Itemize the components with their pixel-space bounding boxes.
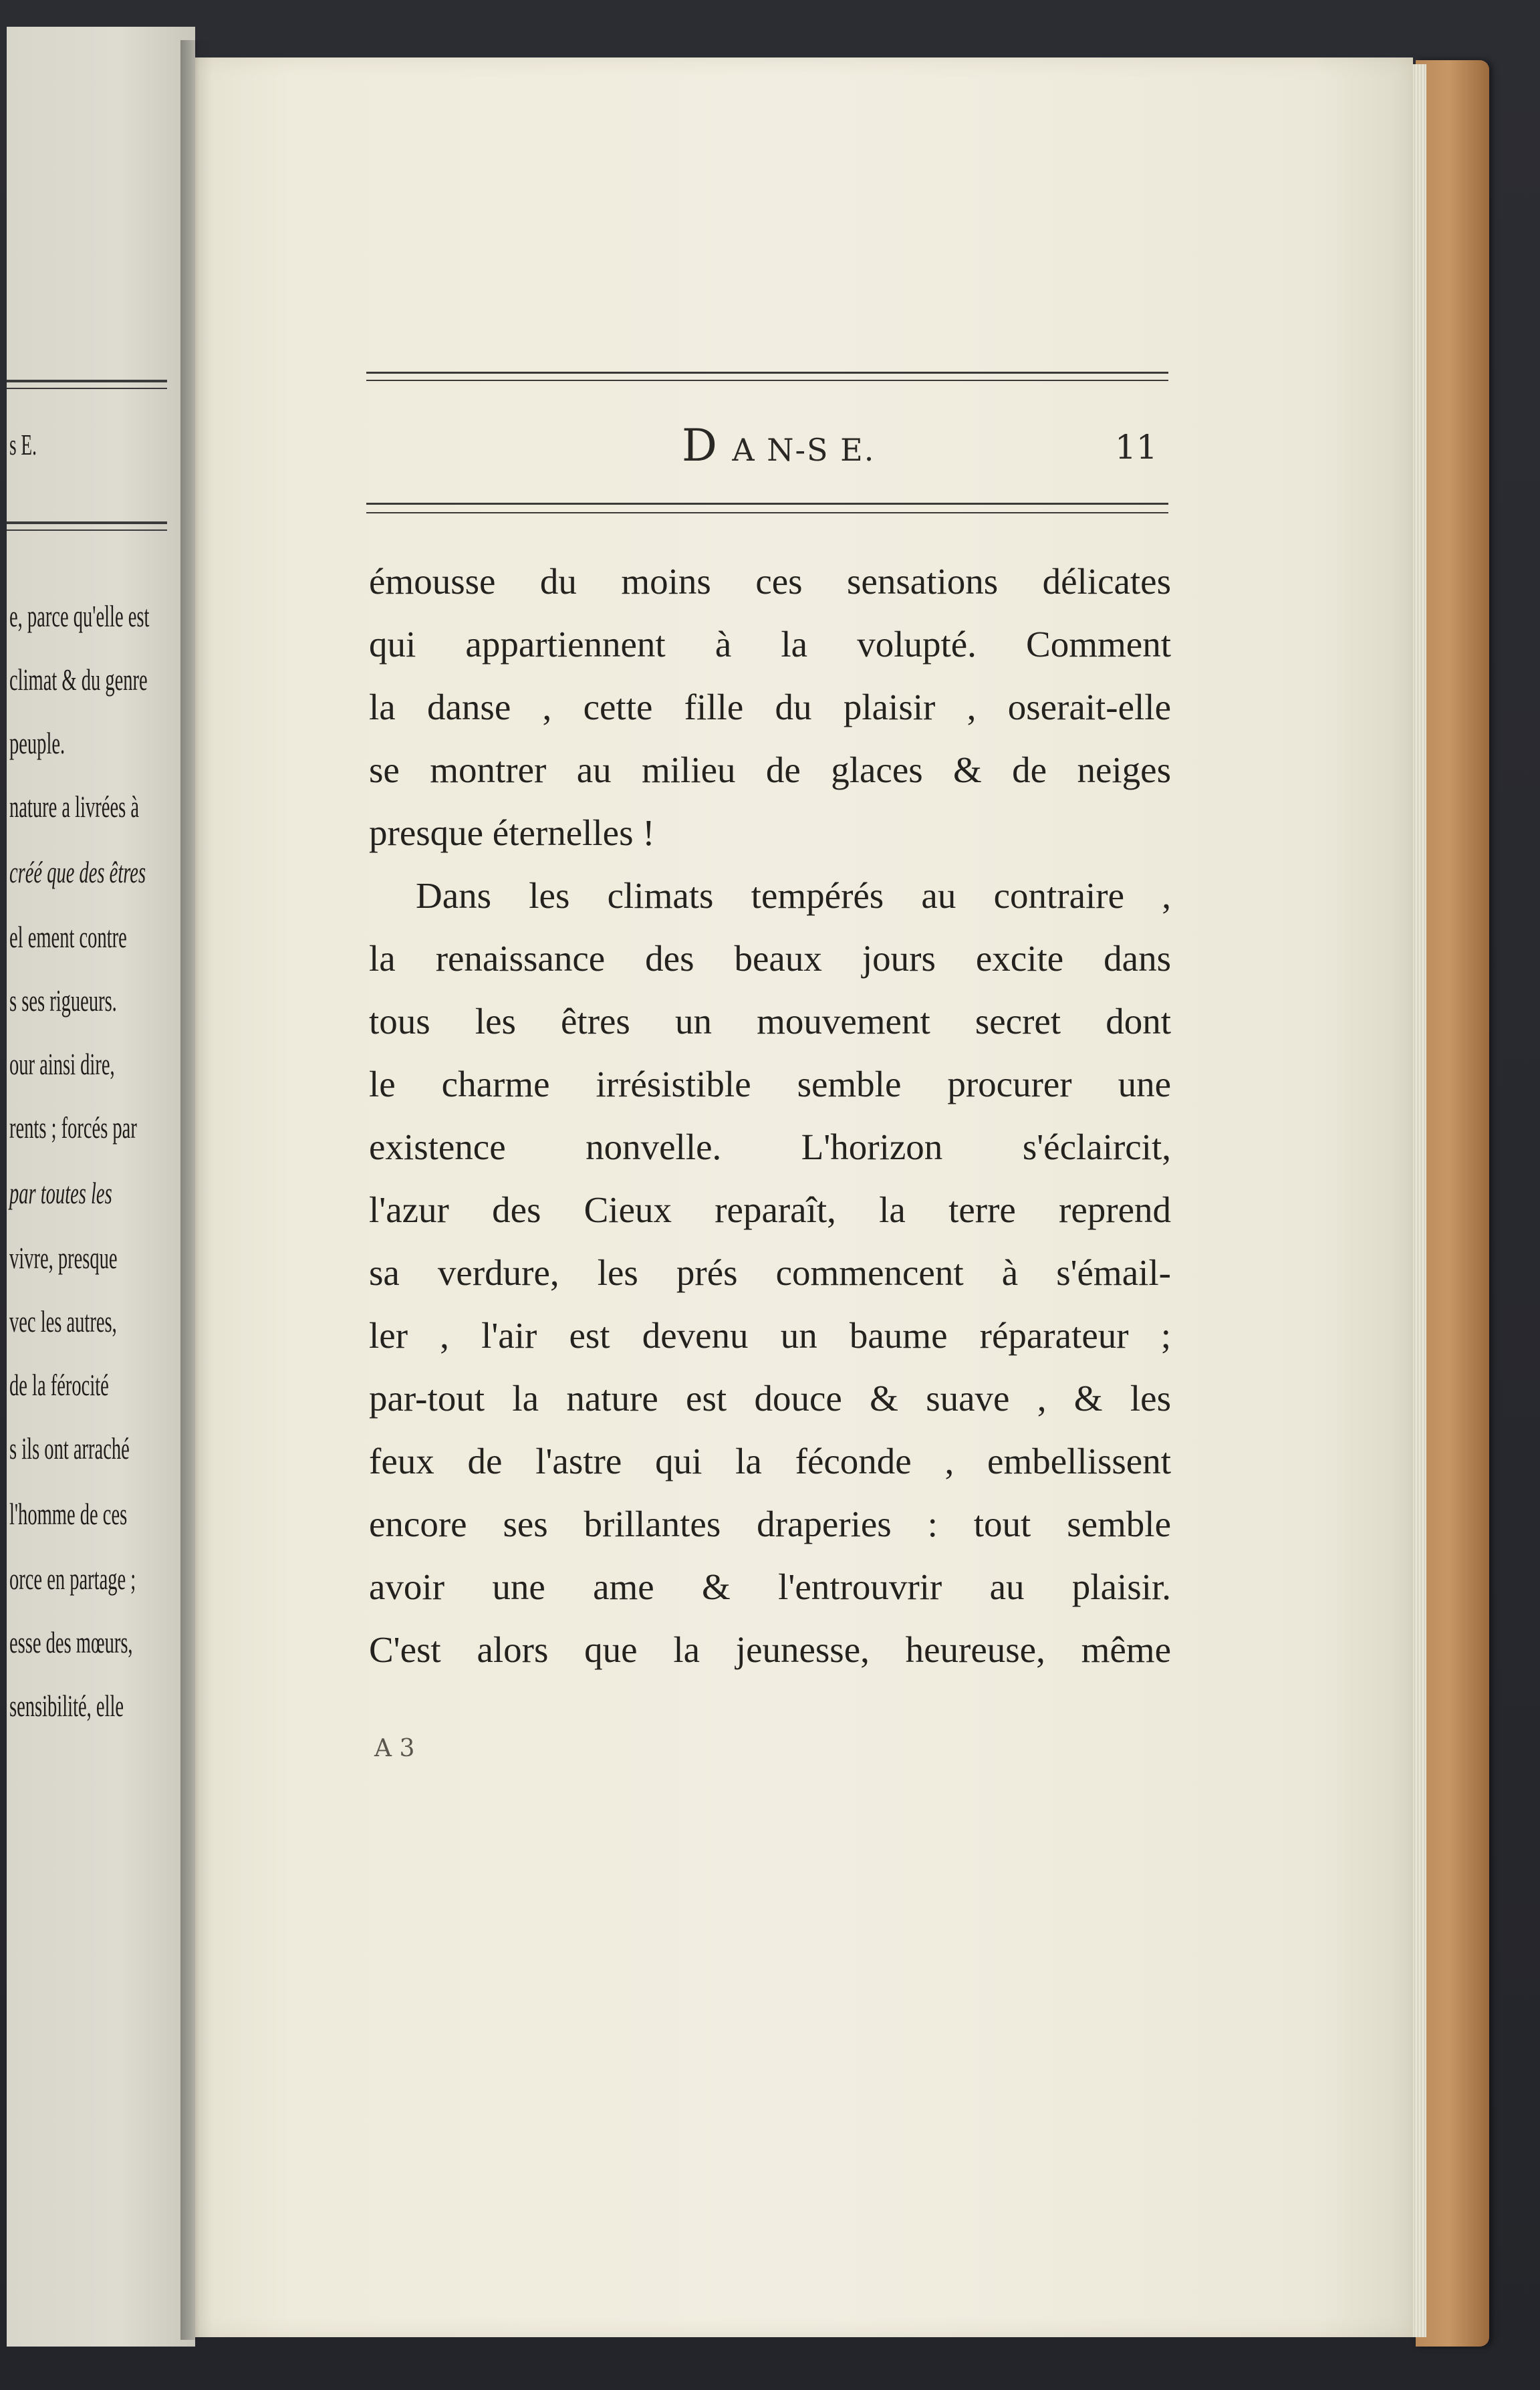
running-head <box>682 420 875 471</box>
left-page <box>7 27 195 2347</box>
text-line: avoir une ame & l'entrouvrir au plaisir. <box>369 1566 1171 1607</box>
left-running-head: s E. <box>9 429 37 461</box>
running-head-initial: D <box>682 420 719 471</box>
text-line: feux de l'astre qui la féconde , embellissent <box>369 1441 1171 1481</box>
text-line: ler , l'air est devenu un baume réparateur ; <box>369 1315 1171 1356</box>
left-text-line: sensibilité, elle <box>9 1689 124 1723</box>
text-line: par-tout la nature est douce & suave , & les <box>369 1378 1171 1419</box>
text-line: la renaissance des beaux jours excite dans <box>369 938 1171 979</box>
left-header-rule <box>7 388 167 389</box>
left-text-line: e, parce qu'elle est <box>9 599 150 633</box>
running-head-rest: A N-S E. <box>732 432 876 468</box>
text-line: se montrer au milieu de glaces & de neiges <box>369 749 1171 790</box>
header-rule-top-secondary <box>366 380 1168 381</box>
signature-mark: A 3 <box>374 1735 415 1762</box>
book-gutter-shadow <box>180 40 213 2340</box>
left-text-line: esse des mœurs, <box>9 1625 133 1659</box>
left-text-line: rents ; forcés par <box>9 1110 137 1145</box>
left-text-line: vec les autres, <box>9 1304 117 1338</box>
left-header-rule <box>7 380 167 382</box>
left-text-line: s ses rigueurs. <box>9 983 117 1018</box>
book-cover-edge <box>1416 60 1489 2347</box>
text-line: sa verdure, les prés commencent à s'émail- <box>369 1252 1171 1293</box>
text-line: émousse du moins ces sensations délicates <box>369 561 1171 602</box>
left-text-line: el ement contre <box>9 920 127 954</box>
text-line: presque éternelles ! <box>369 812 655 853</box>
header-rule-top <box>366 372 1168 374</box>
left-header-rule <box>7 521 167 524</box>
left-text-line: créé que des êtres <box>9 855 146 889</box>
text-line: qui appartiennent à la volupté. Comment <box>369 624 1171 665</box>
left-text-line: peuple. <box>9 726 66 760</box>
left-text-line: s ils ont arraché <box>9 1431 130 1465</box>
text-line: le charme irrésistible semble procurer une <box>369 1064 1171 1104</box>
left-text-line: nature a livrées à <box>9 790 139 824</box>
left-text-line: par toutes les <box>9 1176 112 1210</box>
left-text-line: vivre, presque <box>9 1241 118 1275</box>
left-text-line: orce en partage ; <box>9 1562 136 1596</box>
left-header-rule <box>7 529 167 531</box>
header-rule-bottom <box>366 503 1168 505</box>
header-rule-bottom-secondary <box>366 512 1168 513</box>
page-number: 11 <box>1115 428 1158 467</box>
left-text-line: our ainsi dire, <box>9 1047 115 1081</box>
text-line: tous les êtres un mouvement secret dont <box>369 1001 1171 1042</box>
left-text-line: de la férocité <box>9 1368 109 1402</box>
text-line: Dans les climats tempérés au contraire , <box>416 875 1171 916</box>
text-line: encore ses brillantes draperies : tout semble <box>369 1504 1171 1544</box>
left-text-line: l'homme de ces <box>9 1497 128 1531</box>
text-line: existence nonvelle. L'horizon s'éclaircit, <box>369 1126 1171 1167</box>
left-text-line: climat & du genre <box>9 663 148 697</box>
text-line: la danse , cette fille du plaisir , oserait-elle <box>369 687 1171 727</box>
text-line: C'est alors que la jeunesse, heureuse, même <box>369 1629 1171 1670</box>
text-line: l'azur des Cieux reparaît, la terre reprend <box>369 1189 1171 1230</box>
